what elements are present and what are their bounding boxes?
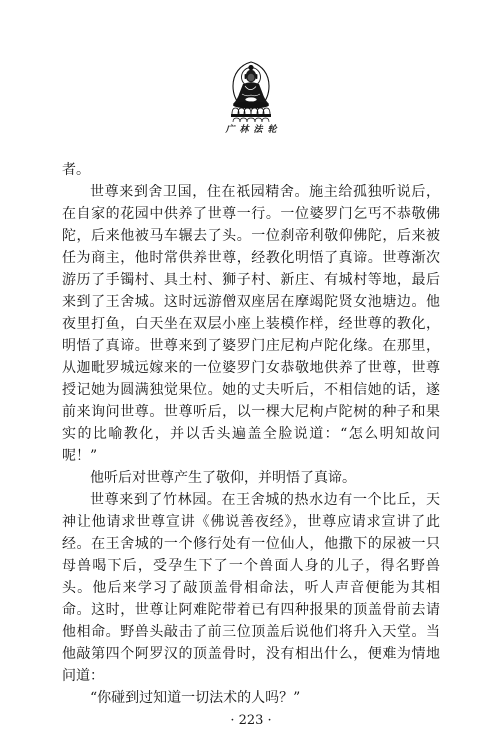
text-line: 他敲第四个阿罗汉的顶盖骨时，没有相出什么，便难为情地 — [62, 646, 440, 662]
text-line: 游历了手镯村、具土村、狮子村、新庄、有城村等地，最后 — [62, 272, 440, 288]
paragraph — [62, 687, 440, 709]
text-line: 他相命。野兽头敲击了前三位顶盖后说他们将升入天堂。当 — [62, 624, 440, 640]
page-number: · 223 · — [230, 713, 272, 728]
text-line: 问道： — [62, 668, 104, 684]
text-line: 实的比喻教化，并以舌头遍盖全脸说道：“怎么明知故问 — [62, 426, 440, 442]
text-line: 头。他后来学习了敲顶盖骨相命法，听人声音便能为其相 — [62, 580, 440, 596]
text-line: 经。在王舍城的一个修行处有一位仙人，他撒下的尿被一只 — [62, 536, 440, 552]
text-line: 来到了王舍城。这时远游僧双座居在摩竭陀贤女池塘边。他 — [62, 294, 440, 310]
paragraph — [62, 489, 440, 687]
text-line: 他听后对世尊产生了敬仰，并明悟了真谛。 — [90, 470, 356, 486]
text-line: 命。这时，世尊让阿难陀带着已有四种报果的顶盖骨前去请 — [62, 602, 440, 618]
text-line: 授记她为圆满独觉果位。她的丈夫听后，不相信她的话，遂 — [62, 382, 440, 398]
paragraph — [62, 159, 440, 181]
text-line: 呢！” — [62, 448, 98, 464]
paragraph — [62, 467, 440, 489]
seated-buddha-icon — [224, 60, 278, 124]
text-line: 夜里打鱼，白天坐在双层小座上装模作样，经世尊的教化， — [62, 316, 440, 332]
text-line: “你碰到过知道一切法术的人吗？” — [90, 690, 301, 706]
text-line: 在自家的花园中供养了世尊一行。一位婆罗门乞丐不恭敬佛 — [62, 206, 440, 222]
text-line: 世尊来到了竹林园。在王舍城的热水边有一个比丘，天 — [90, 492, 440, 508]
header-caption: 广林法轮 — [225, 125, 282, 135]
body-text — [62, 159, 440, 709]
text-line: 前来询问世尊。世尊听后，以一棵大尼枸卢陀树的种子和果 — [62, 404, 440, 420]
text-line: 明悟了真谛。世尊来到了婆罗门庄尼枸卢陀化缘。在那里， — [62, 338, 440, 354]
text-line: 任为商主，他时常供养世尊，经教化明悟了真谛。世尊渐次 — [62, 250, 440, 266]
text-line: 从迦毗罗城远嫁来的一位婆罗门女恭敬地供养了世尊，世尊 — [62, 360, 440, 376]
text-line: 神让他请求世尊宣讲《佛说善夜经》，世尊应请求宣讲了此 — [62, 514, 440, 530]
text-line: 陀，后来他被马车辗去了头。一位刹帝利敬仰佛陀，后来被 — [62, 228, 440, 244]
text-line: 世尊来到舍卫国，住在祇园精舍。施主给孤独听说后， — [90, 184, 440, 200]
paragraph — [62, 181, 440, 467]
text-line: 者。 — [62, 162, 90, 178]
text-line: 母兽喝下后，受孕生下了一个兽面人身的儿子，得名野兽 — [62, 558, 440, 574]
